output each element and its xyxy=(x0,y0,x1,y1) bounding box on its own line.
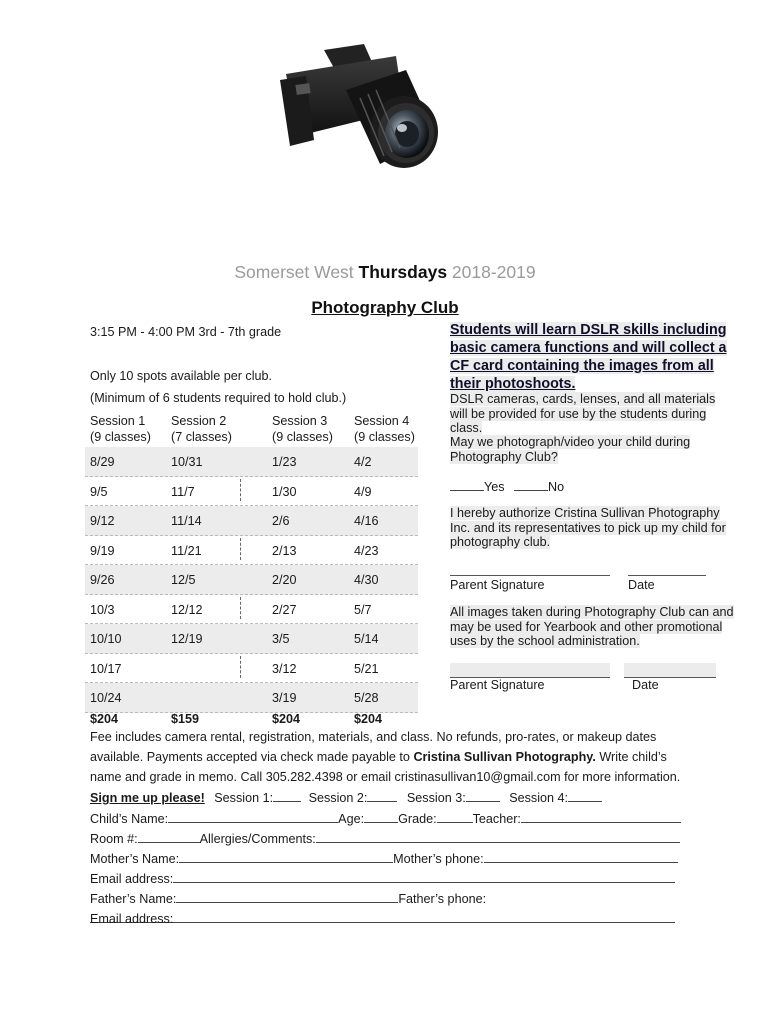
table-row: 9/5 11/7 1/30 4/9 xyxy=(85,477,418,507)
allergies-field[interactable] xyxy=(316,830,680,843)
session-4-header: Session 4 (9 classes) xyxy=(354,414,415,444)
signup-label: Sign me up please! xyxy=(90,791,205,805)
parent-signature-label-2: Parent Signature xyxy=(450,678,545,692)
materials-note: DSLR cameras, cards, lenses, and all materials will be provided for use by the students during class. xyxy=(450,392,716,435)
parent-signature-line-1[interactable] xyxy=(450,561,610,576)
club-day: Thursdays xyxy=(358,262,448,282)
email-row-1: Email address: xyxy=(90,869,690,889)
child-name-field[interactable] xyxy=(168,810,338,823)
session-2-blank[interactable] xyxy=(367,789,397,802)
page-title: Photography Club xyxy=(311,298,459,317)
price-session-4: $204 xyxy=(354,712,383,726)
session-3-header: Session 3 (9 classes) xyxy=(272,414,333,444)
mother-phone-field[interactable] xyxy=(484,850,678,863)
payee-name: Cristina Sullivan Photography. xyxy=(413,750,596,764)
price-session-1: $204 xyxy=(90,712,119,726)
table-row: 9/12 11/14 2/6 4/16 xyxy=(85,506,418,536)
mother-name-field[interactable] xyxy=(179,850,393,863)
child-row: Child’s Name: Age: Grade: Teacher: xyxy=(90,809,690,829)
email-row-2: Email address: xyxy=(90,909,690,929)
time-grade: 3:15 PM - 4:00 PM 3rd - 7th grade xyxy=(90,325,282,339)
yes-blank[interactable] xyxy=(450,478,484,491)
father-row: Father’s Name: Father’s phone: xyxy=(90,889,690,929)
table-row: 10/10 12/19 3/5 5/14 xyxy=(85,624,418,654)
table-row: 10/17 3/12 5/21 xyxy=(85,654,418,684)
photo-permission-question: May we photograph/video your child during Photography Club? xyxy=(450,435,691,464)
mother-row: Mother’s Name: Mother’s phone: xyxy=(90,849,690,869)
session-2-header: Session 2 (7 classes) xyxy=(171,414,232,444)
session-3-blank[interactable] xyxy=(466,789,500,802)
grade-field[interactable] xyxy=(437,810,473,823)
age-field[interactable] xyxy=(364,810,398,823)
camera-icon xyxy=(276,40,446,180)
mother-email-field[interactable] xyxy=(173,870,675,883)
teacher-field[interactable] xyxy=(521,810,681,823)
images-usage-note: All images taken during Photography Club can and may be used for Yearbook and other promotional uses by the school administration. xyxy=(450,605,734,648)
table-row: 9/19 11/21 2/13 4/23 xyxy=(85,536,418,566)
room-row: Room #: Allergies/Comments: xyxy=(90,829,690,849)
spots-note: Only 10 spots available per club. xyxy=(90,369,273,383)
yes-no-choice: Yes No xyxy=(450,478,564,495)
session-dates-table xyxy=(85,447,418,713)
school-year: 2018-2019 xyxy=(451,262,536,282)
page-heading xyxy=(0,262,770,283)
date-line-1[interactable] xyxy=(628,561,706,576)
parent-signature-label-1: Parent Signature xyxy=(450,578,545,592)
school-name: Somerset West xyxy=(234,262,354,282)
table-row: 8/29 10/31 1/23 4/2 xyxy=(85,447,418,477)
session-4-blank[interactable] xyxy=(568,789,602,802)
date-line-2[interactable] xyxy=(624,663,716,678)
skills-headline: Students will learn DSLR skills including basic camera functions and will collect a CF card containing the images from all their photoshoots. xyxy=(450,322,727,392)
no-blank[interactable] xyxy=(514,478,548,491)
date-label-2: Date xyxy=(632,678,659,692)
session-1-header: Session 1 (9 classes) xyxy=(90,414,151,444)
fee-paragraph: Fee includes camera rental, registration, materials, and class. No refunds, pro-rates, or makeup dates available. Payments accepted via check made payable to Cristina Sullivan Photography. Write child’s name and grade in memo. Call 305.282.4398 or email cristinasullivan10@gmail.com for more information. xyxy=(90,730,681,784)
session-1-blank[interactable] xyxy=(273,789,301,802)
signup-row: Sign me up please! Session 1: Session 2: Session 3: Session 4: xyxy=(90,788,690,808)
parent-signature-line-2[interactable] xyxy=(450,663,610,678)
price-session-2: $159 xyxy=(171,712,200,726)
authorize-pickup: I hereby authorize Cristina Sullivan Photography Inc. and its representatives to pick up my child for photography club. xyxy=(450,506,726,549)
minimum-note: (Minimum of 6 students required to hold club.) xyxy=(90,391,347,405)
price-session-3: $204 xyxy=(272,712,301,726)
room-field[interactable] xyxy=(138,830,200,843)
table-row: 10/24 3/19 5/28 xyxy=(85,683,418,713)
father-email-field[interactable] xyxy=(173,910,675,923)
table-row: 9/26 12/5 2/20 4/30 xyxy=(85,565,418,595)
date-label-1: Date xyxy=(628,578,655,592)
table-row: 10/3 12/12 2/27 5/7 xyxy=(85,595,418,625)
father-name-field[interactable] xyxy=(176,890,398,903)
